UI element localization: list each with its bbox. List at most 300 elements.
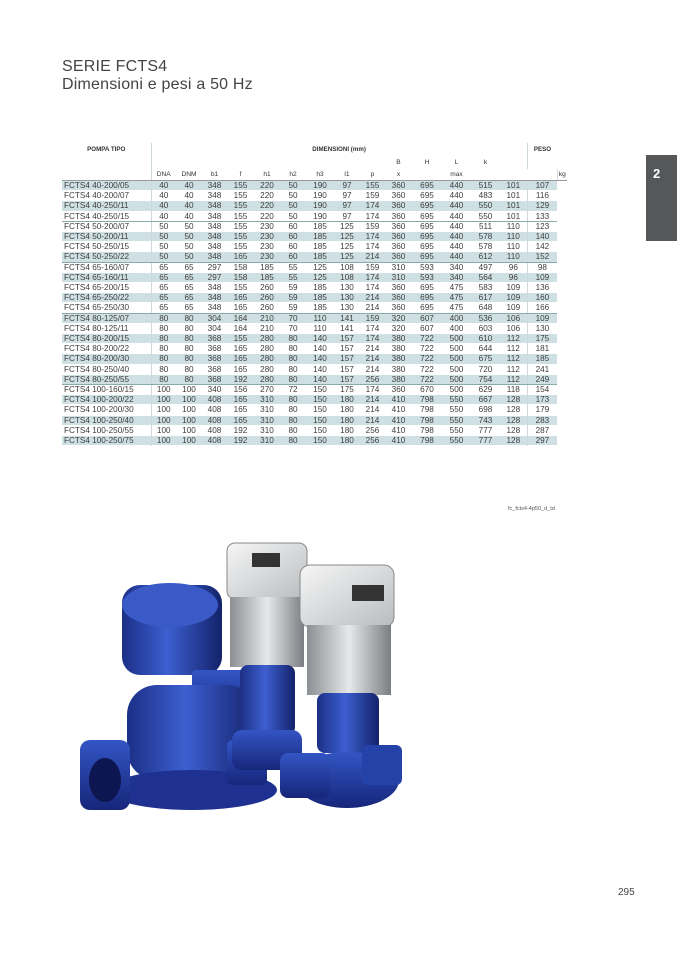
table-row <box>62 191 567 201</box>
value-cell: 80 <box>288 405 298 415</box>
value-cell: 59 <box>288 283 298 293</box>
table-row <box>62 303 567 313</box>
value-cell: 123 <box>527 221 557 231</box>
value-cell: 128 <box>506 436 521 446</box>
value-cell: 128 <box>506 415 521 425</box>
value-cell: 50 <box>288 181 298 190</box>
value-cell: 695 <box>420 232 434 242</box>
pump-model-cell: FCTS4 65-250/30 <box>62 303 151 313</box>
value-cell: 214 <box>365 354 380 364</box>
value-cell: 100 <box>151 415 176 425</box>
value-cell: 155 <box>233 191 248 201</box>
value-cell: 190 <box>313 181 327 190</box>
value-cell: 180 <box>340 436 354 446</box>
value-cell: 695 <box>420 191 434 201</box>
value-cell: 348 <box>207 242 222 252</box>
value-cell: 241 <box>527 364 557 374</box>
value-cell: 97 <box>342 191 352 201</box>
value-cell: 165 <box>227 252 254 262</box>
value-cell: 497 <box>478 262 493 272</box>
table-row <box>62 201 567 211</box>
value-cell: 695 <box>412 211 442 221</box>
value-cell: 165 <box>233 364 248 374</box>
pump-model-cell: FCTS4 65-160/11 <box>64 272 129 282</box>
value-cell: 220 <box>260 181 274 190</box>
value-cell: 80 <box>184 364 194 374</box>
value-cell: 440 <box>449 181 464 190</box>
value-cell: 108 <box>340 272 354 282</box>
value-cell: 159 <box>365 191 380 201</box>
value-cell: 360 <box>391 242 406 252</box>
value-cell: 80 <box>288 334 298 344</box>
table-reference-code: fc_fcts4-4p50_d_td <box>508 506 555 512</box>
table-row <box>62 313 567 323</box>
value-cell: 230 <box>260 242 274 252</box>
value-cell: 50 <box>184 242 194 252</box>
pump-model-cell: FCTS4 100-250/40 <box>64 415 134 425</box>
value-cell: 722 <box>420 334 434 344</box>
page-number: 295 <box>618 887 635 898</box>
value-cell: 110 <box>506 232 520 242</box>
value-cell: 270 <box>260 385 274 395</box>
value-cell: 133 <box>527 211 557 221</box>
value-cell: 140 <box>313 354 327 364</box>
value-cell: 174 <box>365 242 380 252</box>
value-cell: 675 <box>478 354 493 364</box>
value-cell: 180 <box>340 405 354 415</box>
value-cell: 593 <box>420 272 434 282</box>
value-cell: 190 <box>313 191 327 201</box>
value-cell: 80 <box>288 354 298 364</box>
value-cell: 60 <box>288 232 298 242</box>
value-cell: 50 <box>288 191 298 201</box>
value-cell: 368 <box>207 344 222 354</box>
value-cell: 150 <box>313 385 327 395</box>
value-cell: 65 <box>184 272 194 282</box>
value-cell: 400 <box>449 323 464 333</box>
value-cell: 40 <box>151 201 176 211</box>
pump-model-cell: FCTS4 100-200/22 <box>64 395 134 405</box>
value-cell: 80 <box>184 354 194 364</box>
value-cell: 80 <box>288 395 298 405</box>
pump-model-cell: FCTS4 40-250/11 <box>64 201 129 211</box>
value-cell: 500 <box>449 385 464 395</box>
value-cell: 110 <box>313 313 327 323</box>
value-cell: 185 <box>260 272 274 282</box>
value-cell: 129 <box>527 201 557 211</box>
value-cell: 100 <box>151 425 176 435</box>
value-cell: 722 <box>420 354 434 364</box>
value-cell: 130 <box>340 293 354 303</box>
value-cell: 80 <box>151 313 176 323</box>
value-cell: 125 <box>340 232 354 242</box>
value-cell: 80 <box>184 323 194 333</box>
value-cell: 50 <box>151 242 176 252</box>
value-cell: 101 <box>506 181 521 190</box>
value-cell: 100 <box>151 436 176 446</box>
value-cell: 190 <box>306 211 334 221</box>
value-cell: 80 <box>288 425 298 435</box>
table-row <box>62 436 567 446</box>
value-cell: 140 <box>313 344 327 354</box>
series-title: SERIE FCTS4 <box>62 58 168 75</box>
value-cell: 400 <box>449 313 464 323</box>
value-cell: 603 <box>478 323 493 333</box>
value-cell: 60 <box>280 252 306 262</box>
value-cell: 256 <box>365 425 380 435</box>
value-cell: 310 <box>260 405 274 415</box>
value-cell: 154 <box>527 385 557 395</box>
value-cell: 310 <box>391 272 406 282</box>
value-cell: 174 <box>365 232 380 242</box>
value-cell: 150 <box>313 395 327 405</box>
value-cell: 408 <box>207 425 222 435</box>
value-cell: 722 <box>420 344 434 354</box>
value-cell: 280 <box>260 344 274 354</box>
value-cell: 40 <box>151 181 176 191</box>
value-cell: 128 <box>506 425 521 435</box>
pump-model-cell: FCTS4 65-250/22 <box>64 293 130 303</box>
value-cell: 40 <box>151 191 176 201</box>
value-cell: 174 <box>365 201 380 211</box>
value-cell: 155 <box>227 211 254 221</box>
pump-model-cell: FCTS4 80-250/55 <box>62 374 151 384</box>
value-cell: 185 <box>313 293 327 303</box>
value-cell: 140 <box>527 232 557 242</box>
value-cell: 130 <box>527 323 557 333</box>
value-cell: 109 <box>527 272 557 282</box>
value-cell: 80 <box>151 354 176 364</box>
value-cell: 165 <box>227 303 254 313</box>
value-cell: 260 <box>260 283 274 293</box>
table-row <box>62 415 567 425</box>
value-cell: 629 <box>478 385 493 395</box>
value-cell: 80 <box>288 415 298 425</box>
value-cell: 97 <box>334 211 360 221</box>
value-cell: 174 <box>365 323 380 333</box>
value-cell: 348 <box>207 232 222 242</box>
value-cell: 348 <box>202 211 227 221</box>
value-cell: 157 <box>340 344 354 354</box>
value-cell: 181 <box>527 344 557 354</box>
value-cell: 159 <box>365 313 380 323</box>
value-cell: 125 <box>313 262 327 272</box>
value-cell: 165 <box>233 354 248 364</box>
value-cell: 230 <box>254 252 280 262</box>
value-cell: 50 <box>151 232 176 242</box>
value-cell: 564 <box>478 272 493 282</box>
value-cell: 256 <box>365 436 380 446</box>
value-cell: 156 <box>233 385 248 395</box>
value-cell: 348 <box>202 252 227 262</box>
value-cell: 125 <box>313 272 327 282</box>
value-cell: 100 <box>182 405 196 415</box>
pump-model-cell: FCTS4 50-250/22 <box>62 252 151 262</box>
value-cell: 155 <box>233 334 248 344</box>
value-cell: 550 <box>449 395 464 405</box>
value-cell: 125 <box>334 252 360 262</box>
value-cell: 500 <box>449 364 464 374</box>
value-cell: 670 <box>420 385 434 395</box>
value-cell: 214 <box>365 415 380 425</box>
value-cell: 109 <box>500 303 527 313</box>
value-cell: 50 <box>151 252 176 262</box>
value-cell: 695 <box>412 252 442 262</box>
value-cell: 192 <box>227 374 254 384</box>
col-p: p <box>360 169 385 181</box>
table-row <box>62 323 567 333</box>
value-cell: 174 <box>365 283 380 293</box>
value-cell: 440 <box>442 211 471 221</box>
value-cell: 360 <box>385 252 412 262</box>
value-cell: 256 <box>360 374 385 384</box>
value-cell: 550 <box>471 211 500 221</box>
value-cell: 408 <box>207 436 222 446</box>
value-cell: 297 <box>207 262 222 272</box>
value-cell: 98 <box>527 262 557 272</box>
value-cell: 695 <box>420 181 434 190</box>
value-cell: 112 <box>506 344 520 354</box>
value-cell: 150 <box>313 425 327 435</box>
value-cell: 214 <box>360 252 385 262</box>
value-cell: 72 <box>288 385 298 395</box>
value-cell: 107 <box>527 181 557 191</box>
value-cell: 80 <box>151 374 176 384</box>
value-cell: 40 <box>184 181 194 190</box>
value-cell: 185 <box>313 221 327 231</box>
chapter-tab-label: 2 <box>653 166 661 181</box>
value-cell: 348 <box>207 201 222 211</box>
value-cell: 141 <box>340 323 354 333</box>
value-cell: 297 <box>207 272 222 282</box>
value-cell: 65 <box>151 303 176 313</box>
value-cell: 578 <box>478 242 493 252</box>
value-cell: 174 <box>365 334 380 344</box>
value-cell: 695 <box>420 293 434 303</box>
value-cell: 798 <box>420 425 434 435</box>
value-cell: 410 <box>391 405 406 415</box>
value-cell: 70 <box>288 313 298 323</box>
value-cell: 108 <box>340 262 354 272</box>
value-cell: 40 <box>176 211 202 221</box>
value-cell: 410 <box>391 415 406 425</box>
value-cell: 152 <box>527 252 557 262</box>
value-cell: 578 <box>478 232 493 242</box>
value-cell: 185 <box>527 354 557 364</box>
value-cell: 155 <box>233 181 248 190</box>
dimensions-table <box>62 143 567 446</box>
value-cell: 722 <box>412 374 442 384</box>
pump-model-cell: FCTS4 40-250/15 <box>62 211 151 221</box>
pump-model-cell: FCTS4 80-200/15 <box>64 334 130 344</box>
value-cell: 798 <box>420 415 434 425</box>
pump-model-cell: FCTS4 80-125/11 <box>64 323 129 333</box>
value-cell: 155 <box>233 283 248 293</box>
value-cell: 360 <box>391 385 406 395</box>
value-cell: 50 <box>280 211 306 221</box>
value-cell: 410 <box>391 436 406 446</box>
pump-model-cell: FCTS4 65-160/07 <box>64 262 130 272</box>
value-cell: 348 <box>202 303 227 313</box>
value-cell: 550 <box>449 436 464 446</box>
value-cell: 360 <box>391 191 406 201</box>
pump-model-cell: FCTS4 65-200/15 <box>64 283 130 293</box>
table-row <box>62 232 567 242</box>
header-pump-type: POMPA TIPO <box>87 146 126 153</box>
value-cell: 80 <box>176 374 202 384</box>
value-cell: 101 <box>506 201 521 211</box>
value-cell: 368 <box>207 354 222 364</box>
value-cell: 179 <box>527 405 557 415</box>
value-cell: 40 <box>151 211 176 221</box>
value-cell: 106 <box>506 323 521 333</box>
table-row <box>62 262 567 272</box>
value-cell: 380 <box>391 364 406 374</box>
value-cell: 155 <box>233 201 248 211</box>
value-cell: 55 <box>288 272 298 282</box>
value-cell: 159 <box>365 262 380 272</box>
value-cell: 360 <box>391 221 406 231</box>
value-cell: 500 <box>449 344 464 354</box>
value-cell: 440 <box>449 232 464 242</box>
header-dimensions: DIMENSIONI (mm) <box>151 143 527 157</box>
value-cell: 80 <box>288 364 298 374</box>
value-cell: 340 <box>449 262 464 272</box>
col-h2: h2 <box>280 169 306 181</box>
table-row <box>62 293 567 303</box>
value-cell: 80 <box>184 344 194 354</box>
value-cell: 140 <box>313 364 327 374</box>
value-cell: 50 <box>184 232 194 242</box>
table-row <box>62 385 567 395</box>
value-cell: 380 <box>391 344 406 354</box>
value-cell: 214 <box>365 395 380 405</box>
dimensions-table-container <box>62 143 567 446</box>
value-cell: 220 <box>260 201 274 211</box>
value-cell: 109 <box>527 313 557 323</box>
table-row <box>62 405 567 415</box>
value-cell: 320 <box>391 313 406 323</box>
value-cell: 158 <box>233 262 248 272</box>
table-row <box>62 344 567 354</box>
value-cell: 65 <box>176 303 202 313</box>
table-row <box>62 181 567 191</box>
header-h: H <box>424 159 430 166</box>
column-header-row <box>62 169 567 181</box>
value-cell: 116 <box>527 191 557 201</box>
value-cell: 440 <box>442 252 471 262</box>
value-cell: 140 <box>306 374 334 384</box>
value-cell: 798 <box>420 405 434 415</box>
value-cell: 150 <box>313 436 327 446</box>
value-cell: 157 <box>340 354 354 364</box>
value-cell: 80 <box>151 344 176 354</box>
value-cell: 287 <box>527 425 557 435</box>
col-l1: l1 <box>334 169 360 181</box>
table-row <box>62 252 567 262</box>
value-cell: 50 <box>151 221 176 231</box>
value-cell: 695 <box>420 221 434 231</box>
value-cell: 180 <box>340 395 354 405</box>
value-cell: 50 <box>184 221 194 231</box>
value-cell: 112 <box>506 334 520 344</box>
value-cell: 180 <box>340 425 354 435</box>
value-cell: 96 <box>508 272 518 282</box>
value-cell: 214 <box>365 364 380 374</box>
value-cell: 160 <box>527 293 557 303</box>
value-cell: 360 <box>391 181 406 190</box>
table-row <box>62 425 567 435</box>
value-cell: 310 <box>260 395 274 405</box>
value-cell: 230 <box>260 221 274 231</box>
value-cell: 220 <box>260 191 274 201</box>
value-cell: 159 <box>365 221 380 231</box>
col-dnm: DNM <box>176 169 202 181</box>
value-cell: 118 <box>506 385 520 395</box>
value-cell: 65 <box>151 262 176 272</box>
table-row <box>62 242 567 252</box>
value-cell: 380 <box>391 334 406 344</box>
value-cell: 695 <box>412 303 442 313</box>
value-cell: 50 <box>288 201 298 211</box>
value-cell: 440 <box>449 191 464 201</box>
value-cell: 777 <box>478 436 493 446</box>
value-cell: 80 <box>184 334 194 344</box>
value-cell: 142 <box>527 242 557 252</box>
value-cell: 80 <box>184 313 194 323</box>
value-cell: 128 <box>506 395 521 405</box>
value-cell: 180 <box>340 415 354 425</box>
value-cell: 360 <box>385 211 412 221</box>
value-cell: 165 <box>233 405 248 415</box>
table-row <box>62 395 567 405</box>
value-cell: 408 <box>207 405 222 415</box>
value-cell: 40 <box>184 191 194 201</box>
value-cell: 410 <box>391 395 406 405</box>
pump-model-cell: FCTS4 100-250/55 <box>64 425 134 435</box>
col-weight-unit: kg <box>557 169 567 181</box>
value-cell: 593 <box>420 262 434 272</box>
value-cell: 210 <box>260 313 274 323</box>
value-cell: 106 <box>506 313 521 323</box>
value-cell: 155 <box>365 181 380 190</box>
value-cell: 214 <box>365 405 380 415</box>
value-cell: 185 <box>260 262 274 272</box>
value-cell: 283 <box>527 415 557 425</box>
value-cell: 97 <box>342 201 352 211</box>
value-cell: 280 <box>260 334 274 344</box>
value-cell: 695 <box>420 242 434 252</box>
value-cell: 100 <box>182 395 196 405</box>
value-cell: 550 <box>478 201 493 211</box>
value-cell: 165 <box>233 344 248 354</box>
header-b: B <box>396 159 401 166</box>
value-cell: 59 <box>280 303 306 313</box>
value-cell: 101 <box>500 211 527 221</box>
col-h1: h1 <box>254 169 280 181</box>
value-cell: 109 <box>506 283 521 293</box>
value-cell: 150 <box>313 405 327 415</box>
value-cell: 304 <box>207 313 222 323</box>
value-cell: 550 <box>449 415 464 425</box>
value-cell: 174 <box>365 385 380 395</box>
value-cell: 583 <box>478 283 493 293</box>
value-cell: 550 <box>449 405 464 415</box>
value-cell: 164 <box>233 323 248 333</box>
value-cell: 175 <box>527 334 557 344</box>
value-cell: 110 <box>500 252 527 262</box>
value-cell: 112 <box>500 374 527 384</box>
